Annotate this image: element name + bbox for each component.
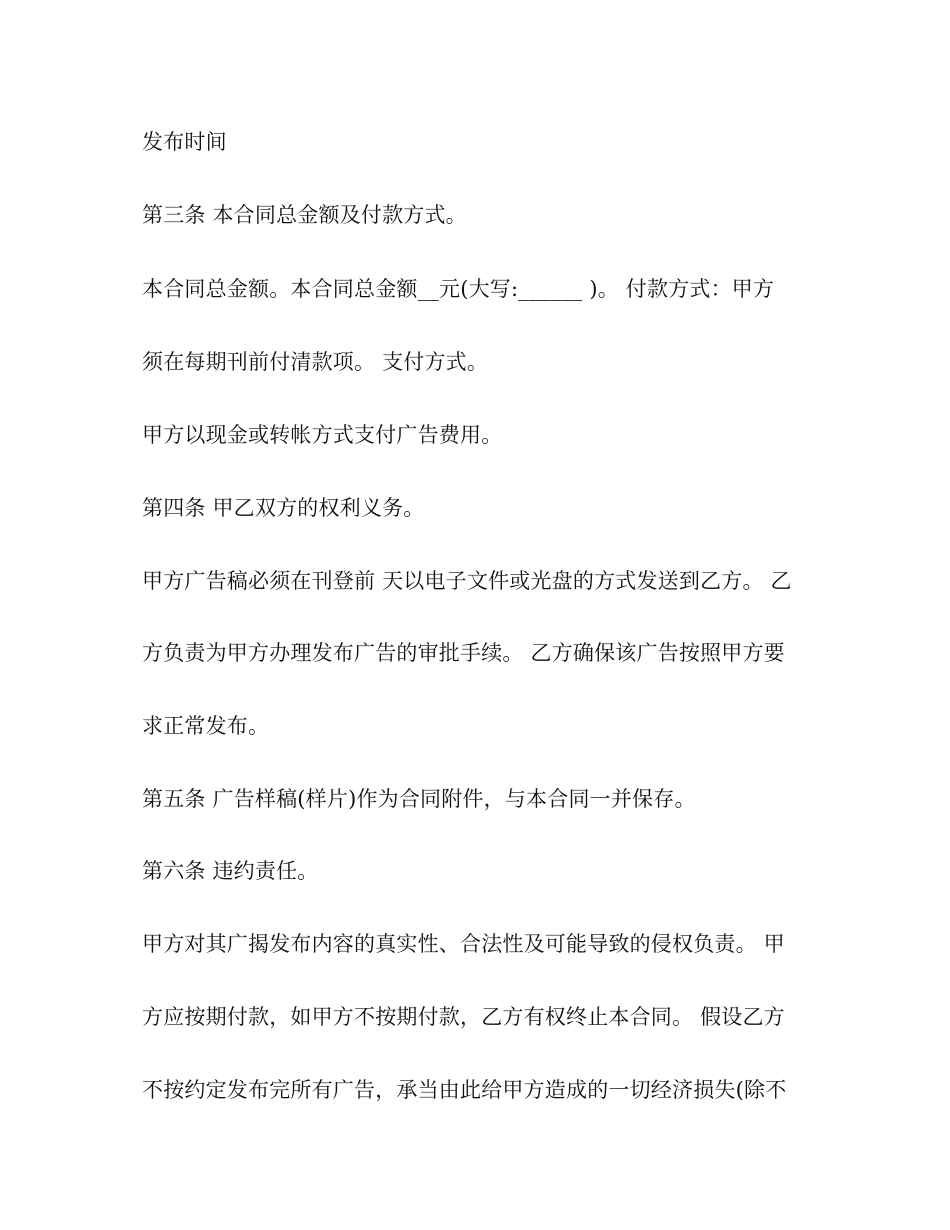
text-line-publish-time: 发布时间 [142, 130, 227, 154]
text-line-payment-before-issue: 须在每期刊前付清款项。 支付方式。 [142, 350, 489, 374]
article-six-heading: 第六条 违约责任。 [142, 859, 319, 883]
text-line-payment-method: 甲方以现金或转帐方式支付广告费用。 [142, 423, 503, 447]
article-five-heading: 第五条 广告样稿(样片)作为合同附件，与本合同一并保存。 [142, 787, 696, 811]
article-three-heading: 第三条 本合同总金额及付款方式。 [142, 203, 467, 227]
text-line-content-liability: 甲方对其广揭发布内容的真实性、合法性及可能导致的侵权负责。 甲 [142, 932, 785, 956]
text-line-ad-draft-delivery: 甲方广告稿必须在刊登前 天以电子文件或光盘的方式发送到乙方。 乙 [142, 569, 792, 593]
text-line-economic-loss: 不按约定发布完所有广告，承当由此给甲方造成的一切经济损失(除不 [142, 1078, 787, 1102]
text-line-payment-termination: 方应按期付款，如甲方不按期付款，乙方有权终止本合同。 假设乙方 [142, 1005, 785, 1029]
text-line-normal-publication: 求正常发布。 [142, 714, 270, 738]
text-line-total-amount: 本合同总金额。本合同总金额__元(大写:______ )。 付款方式：甲方 [142, 277, 775, 301]
text-line-approval-procedure: 方负责为甲方办理发布广告的审批手续。 乙方确保该广告按照甲方要 [142, 641, 785, 665]
article-four-heading: 第四条 甲乙双方的权利义务。 [142, 496, 425, 520]
